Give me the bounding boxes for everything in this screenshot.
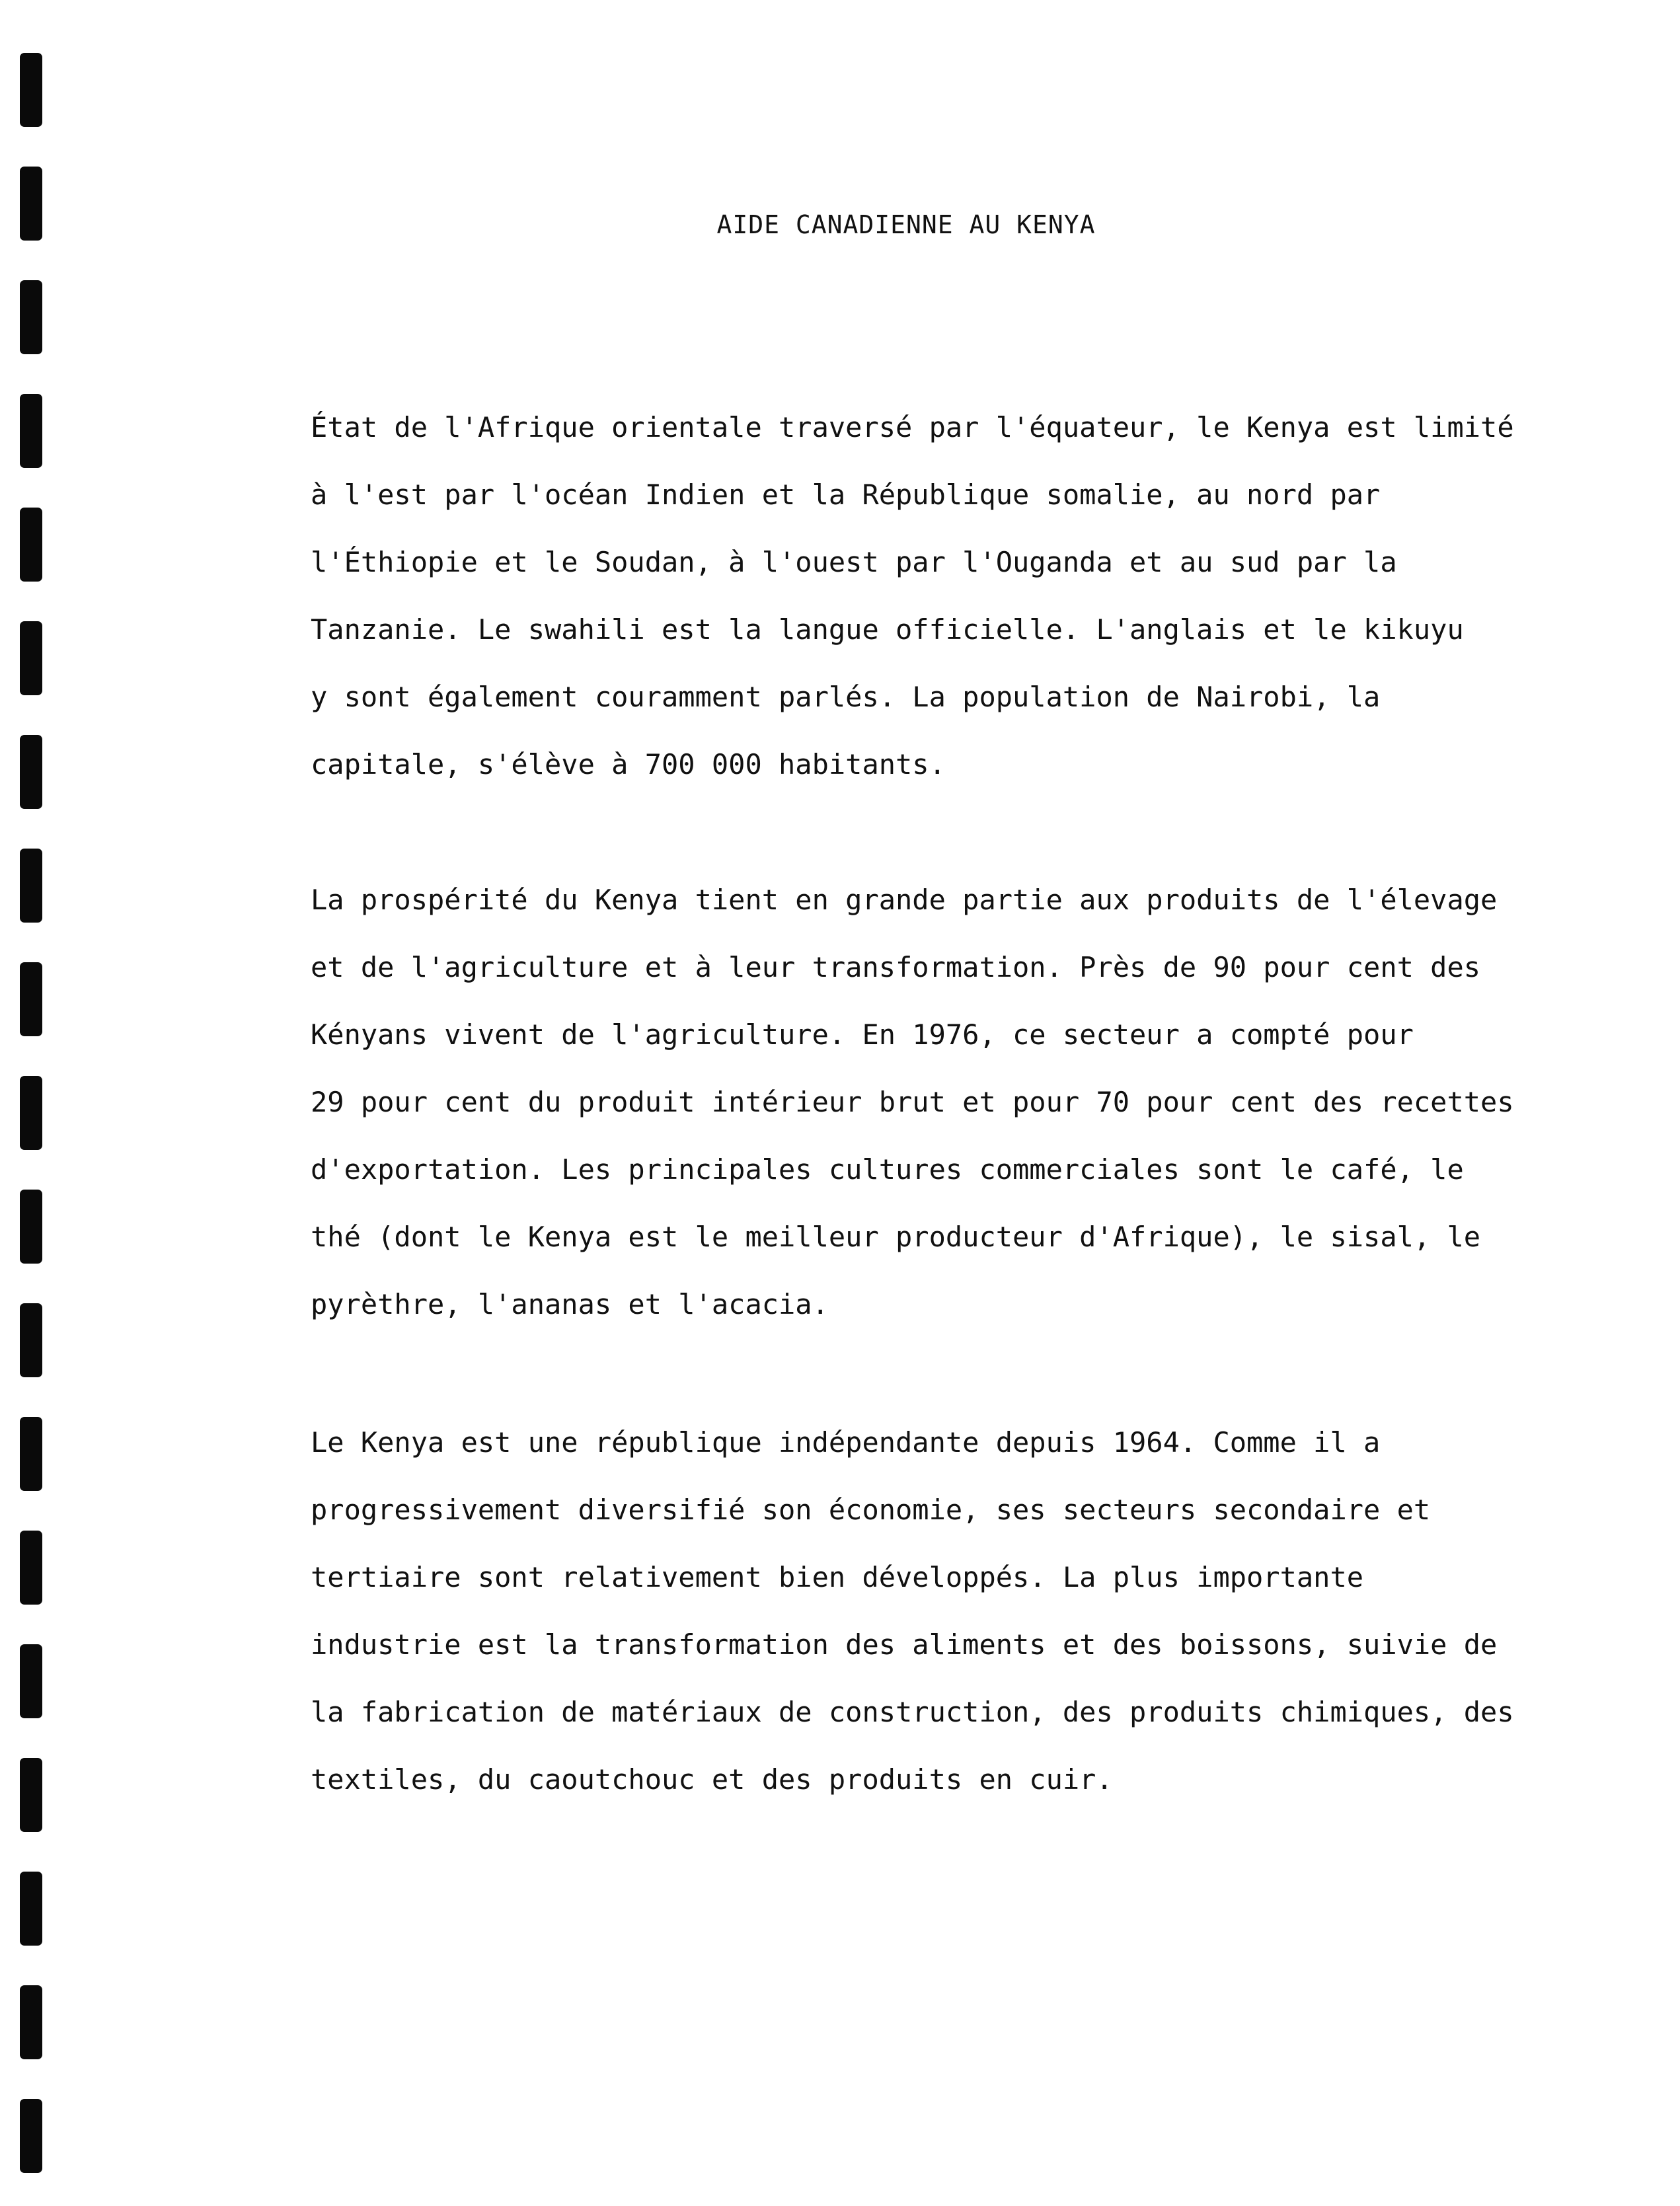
document-title: AIDE CANADIENNE AU KENYA bbox=[716, 210, 1096, 239]
punch-mark bbox=[20, 1076, 42, 1150]
text-line: capitale, s'élève à 700 000 habitants. bbox=[311, 748, 946, 780]
text-line: à l'est par l'océan Indien et la République somalie, au nord par bbox=[311, 478, 1381, 511]
text-line: tertiaire sont relativement bien développés. La plus importante bbox=[311, 1561, 1364, 1593]
text-line: État de l'Afrique orientale traversé par l'équateur, le Kenya est limité bbox=[311, 411, 1514, 443]
punch-mark bbox=[20, 508, 42, 582]
text-line: thé (dont le Kenya est le meilleur producteur d'Afrique), le sisal, le bbox=[311, 1221, 1481, 1253]
text-line: la fabrication de matériaux de construction, des produits chimiques, des bbox=[311, 1696, 1514, 1728]
punch-mark bbox=[20, 1190, 42, 1264]
text-line: Le Kenya est une république indépendante depuis 1964. Comme il a bbox=[311, 1426, 1381, 1459]
punch-mark bbox=[20, 962, 42, 1036]
punch-mark bbox=[20, 1531, 42, 1605]
punch-mark bbox=[20, 849, 42, 923]
paragraph-industry bbox=[311, 1409, 1586, 1813]
punch-mark bbox=[20, 1644, 42, 1718]
text-line: pyrèthre, l'ananas et l'acacia. bbox=[311, 1288, 829, 1320]
text-line: industrie est la transformation des aliments et des boissons, suivie de bbox=[311, 1628, 1498, 1661]
punch-mark bbox=[20, 280, 42, 354]
paragraph-geography bbox=[311, 394, 1586, 798]
punch-mark bbox=[20, 735, 42, 809]
text-line: progressivement diversifié son économie, ses secteurs secondaire et bbox=[311, 1494, 1431, 1526]
text-line: Tanzanie. Le swahili est la langue officielle. L'anglais et le kikuyu bbox=[311, 613, 1464, 646]
text-line: La prospérité du Kenya tient en grande partie aux produits de l'élevage bbox=[311, 884, 1498, 916]
text-line: textiles, du caoutchouc et des produits en cuir. bbox=[311, 1763, 1113, 1796]
paragraph-economy bbox=[311, 866, 1586, 1338]
punch-mark bbox=[20, 1417, 42, 1491]
text-line: d'exportation. Les principales cultures commerciales sont le café, le bbox=[311, 1153, 1464, 1186]
punch-mark bbox=[20, 2099, 42, 2173]
text-line: et de l'agriculture et à leur transformation. Près de 90 pour cent des bbox=[311, 951, 1481, 983]
text-line: Kényans vivent de l'agriculture. En 1976, ce secteur a compté pour bbox=[311, 1018, 1414, 1051]
text-line: 29 pour cent du produit intérieur brut et pour 70 pour cent des recettes bbox=[311, 1086, 1514, 1118]
tractor-feed-holes bbox=[20, 53, 44, 2194]
punch-mark bbox=[20, 1985, 42, 2059]
punch-mark bbox=[20, 1303, 42, 1377]
punch-mark bbox=[20, 1758, 42, 1832]
punch-mark bbox=[20, 53, 42, 127]
punch-mark bbox=[20, 394, 42, 468]
text-line: l'Éthiopie et le Soudan, à l'ouest par l'Ouganda et au sud par la bbox=[311, 546, 1397, 578]
punch-mark bbox=[20, 621, 42, 695]
punch-mark bbox=[20, 1872, 42, 1946]
text-line: y sont également couramment parlés. La population de Nairobi, la bbox=[311, 681, 1381, 713]
